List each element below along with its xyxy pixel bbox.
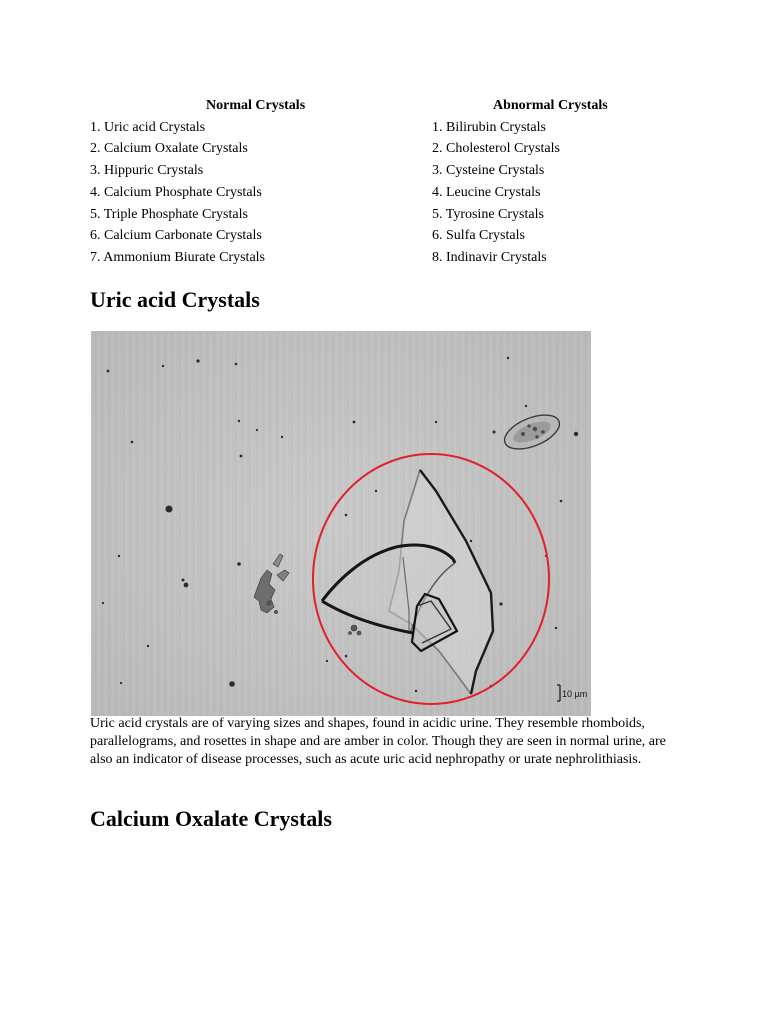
- scale-bar-label: 10 µm: [562, 689, 588, 699]
- normal-crystals-list: [90, 117, 430, 269]
- list-item: 7. Ammonium Biurate Crystals: [90, 249, 265, 265]
- list-item: 1. Bilirubin Crystals: [432, 119, 546, 135]
- list-item: 3. Hippuric Crystals: [90, 163, 204, 179]
- list-item: 1. Uric acid Crystals: [90, 119, 206, 135]
- normal-crystals-heading: Normal Crystals: [206, 98, 306, 113]
- abnormal-crystals-heading: Abnormal Crystals: [493, 98, 608, 113]
- uric-acid-section-title: Uric acid Crystals: [90, 287, 260, 312]
- list-item: 5. Tyrosine Crystals: [432, 206, 544, 222]
- abnormal-crystals-column: [432, 95, 732, 269]
- list-item: 3. Cysteine Crystals: [432, 163, 545, 179]
- list-item: 2. Cholesterol Crystals: [432, 141, 560, 157]
- abnormal-crystals-list: [432, 117, 732, 269]
- list-item: 8. Indinavir Crystals: [432, 249, 547, 265]
- list-item: 4. Calcium Phosphate Crystals: [90, 184, 262, 200]
- calcium-oxalate-section-title: Calcium Oxalate Crystals: [90, 806, 332, 831]
- normal-crystals-column: [90, 95, 430, 269]
- list-item: 6. Calcium Carbonate Crystals: [90, 228, 262, 244]
- list-item: 2. Calcium Oxalate Crystals: [90, 141, 248, 157]
- list-item: 4. Leucine Crystals: [432, 184, 541, 200]
- list-item: 6. Sulfa Crystals: [432, 228, 525, 244]
- uric-acid-description: Uric acid crystals are of varying sizes and shapes, found in acidic urine. They resemble rhomboids, parallelograms, and rosettes in shape and are amber in color. Though they are seen in normal urine, are also an indicator of disease processes, such as acute uric acid nephropathy or urate nephrolithiasis.: [90, 716, 666, 767]
- uric-acid-micrograph: [91, 331, 591, 716]
- list-item: 5. Triple Phosphate Crystals: [90, 206, 248, 222]
